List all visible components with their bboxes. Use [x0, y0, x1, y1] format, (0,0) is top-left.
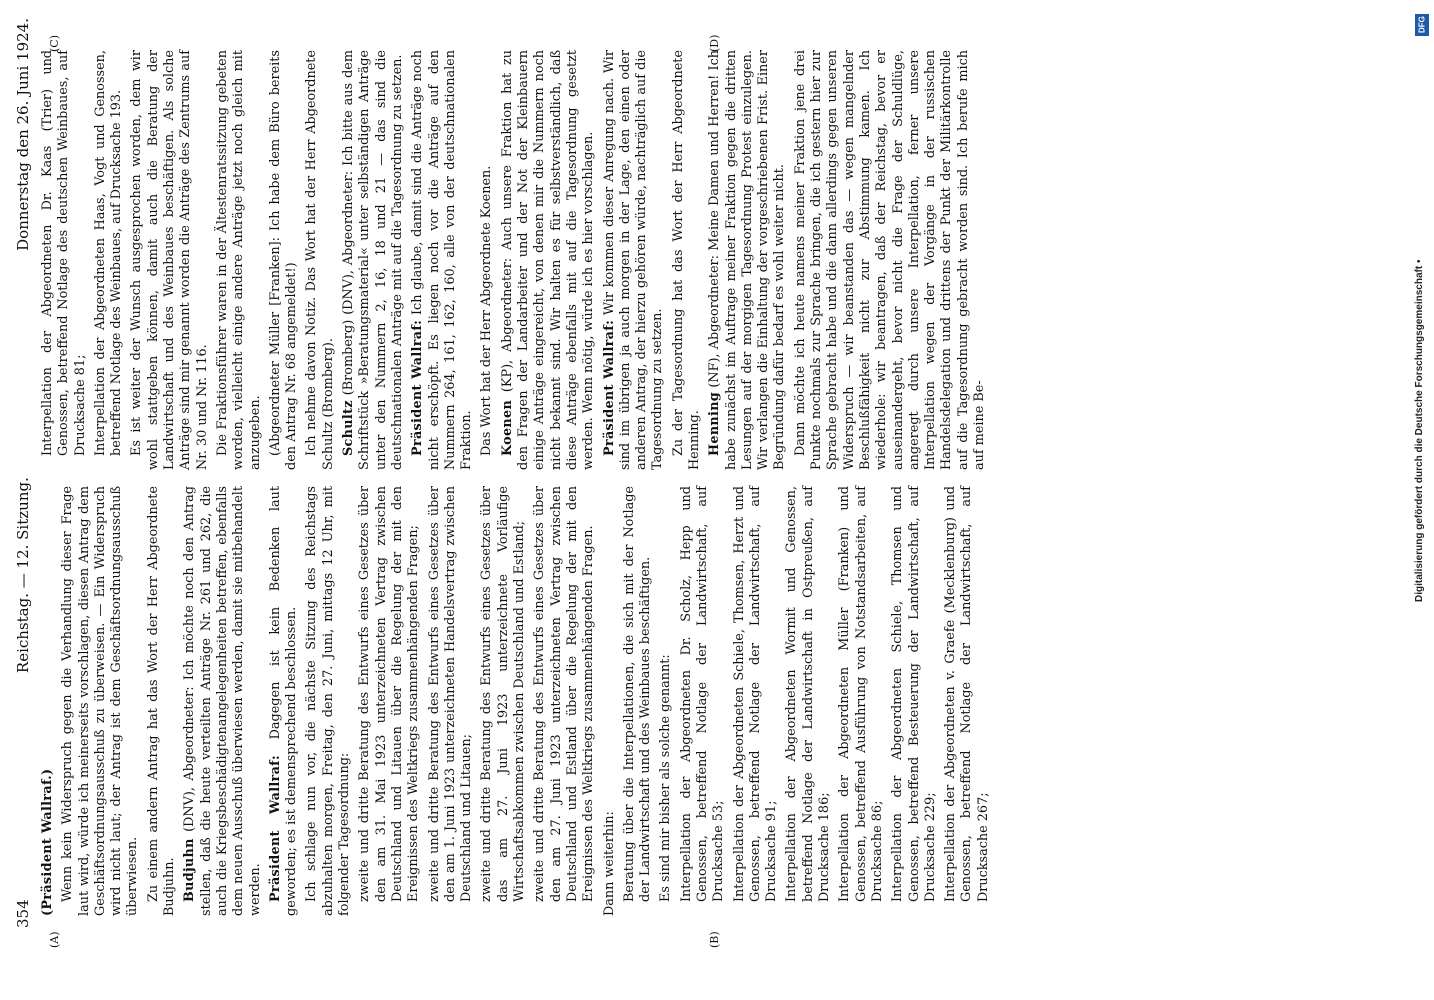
paragraph: Zu einem andern Antrag hat das Wort der Herr Abgeordnete Budjuhn. — [145, 486, 178, 916]
speaker-name: Budjuhn — [182, 838, 198, 902]
speech-text: (NF), Abgeordneter: Meine Damen und Herren! Ich habe zunächst im Auftrage meiner Fraktion gegen die dritten Lesungen auf der morgigen Tagesordnung Protest einzulegen. Wir verlangen die Einhaltung der vorgeschriebenen Frist. Einer Begründung dafür bedarf es wohl weiter nicht. — [707, 50, 788, 470]
margin-mark-a: (A) — [48, 931, 61, 948]
paragraph: Dann möchte ich heute namens meiner Fraktion jene drei Punkte nochmals zur Sprache bringen, die ich gestern hier zur Sprache gebracht habe und die dann allerdings gegen unseren Widerspruch — wir beanstanden das — wegen mangelnder Beschlußfähigkeit nicht zur Abstimmung kamen. Ich wiederhole: wir beantragen, daß der Reichstag, bevor er auseinandergeht, bevor nicht die Frage der Schuldlüge, angeregt durch unsere Interpellation, ferner unsere Interpellation wegen der Vorgänge in der russischen Handelsdelegation und drittens der Punkt der Militärkontrolle auf die Tagesordnung gebracht worden sind. Ich berufe mich auf meine Be- — [792, 50, 988, 470]
paragraph: Es sind mir bisher als solche genannt: — [658, 654, 674, 902]
speech-text: Ich glaube, damit sind die Anträge noch nicht erschöpft. Es liegen noch vor die Anträge auf den Nummern 264, 161, 162, 160, alle von der deutschnationalen Fraktion. — [410, 50, 475, 470]
dfg-funding-note: Digitalisierung gefördert durch die Deutsche Forschungsgemeinschaft • — [1414, 259, 1425, 602]
margin-mark-b: (B) — [708, 931, 721, 948]
dfg-logo: DFG — [1415, 14, 1429, 36]
paragraph: Wenn kein Widerspruch gegen die Verhandlung dieser Frage laut wird, würde ich meinerseits vorschlagen, diesen Antrag dem Geschäftsordnungsausschuß zu überweisen. — Ein Widerspruch wird nicht laut; der Antrag ist dem Geschäftsordnungsausschuß überwiesen. — [60, 486, 141, 916]
agenda-item: Interpellation der Abgeordneten Dr. Kaas (Trier) und Genossen, betreffend Notlage des deutschen Weinbaues, auf Drucksache 81; — [40, 50, 88, 456]
agenda-item: Interpellation der Abgeordneten Wormit und Genossen, betreffend Notlage der Landwirtschaft in Ostpreußen, auf Drucksache 186; — [784, 486, 833, 902]
agenda-item: zweite und dritte Beratung des Entwurfs eines Gesetzes über den am 1. Juni 1923 unterzeichneten Handelsvertrag zwischen Deutschland und Litauen; — [426, 486, 475, 902]
speech-text: Dagegen ist kein Bedenken laut geworden; es ist demensprechend beschlossen. — [267, 485, 300, 916]
paragraph: Das Wort hat der Herr Abgeordnete Koenen. — [479, 165, 495, 456]
speaker-name: Henning — [707, 391, 723, 456]
paragraph: Die Fraktionsführer waren in der Ältestenratssitzung gebeten worden, vielleicht einige andere Anträge jetzt noch gleich mit anzugeben. — [214, 50, 263, 470]
right-column — [40, 50, 992, 470]
speech-paragraph — [410, 50, 475, 470]
paragraph: Es ist weiter der Wunsch ausgesprochen worden, dem wir wohl stattgeben können, damit auch die Beratung der Landwirtschaft und des Weinbaues beschäftigen. Als solche Anträge sind mir genannt worden die Anträge des Zentrums auf Nr. 30 und Nr. 116. — [129, 50, 210, 470]
paragraph: Ich nehme davon Notiz. Das Wort hat der Herr Abgeordnete Schultz (Bromberg). — [304, 50, 336, 470]
speaker-name: Präsident Wallraf: — [601, 319, 617, 456]
margin-mark-c: (C) — [48, 35, 61, 52]
margin-mark-d: (D) — [708, 34, 721, 52]
speech-paragraph — [268, 486, 301, 916]
speech-text: (DNV), Abgeordneter: Ich möchte noch den Antrag stellen, daß die heute verteilten Anträge Nr. 261 und 262, die auch die Kriegsbeschädigtenangelegenheiten betreffen, ebenfalls dem neuen Ausschuß überwiesen werden, damit sie mitbehandelt werden. — [182, 486, 263, 916]
agenda-item: Interpellation der Abgeordneten Müller (Franken) und Genossen, betreffend Ausführung von Notstandsarbeiten, auf Drucksache 86; — [837, 486, 885, 902]
agenda-item: Interpellation der Abgeordneten v. Graefe (Mecklenburg) und Genossen, betreffend Notlage der Landwirtschaft, auf Drucksache 267; — [943, 486, 991, 902]
speech-text: (Bromberg) (DNV), Abgeordneter: Ich bitte aus dem Schriftstück »Beratungsmaterial« unter selbständigen Anträge unter den Nummern 2, 16, 18 und 21 — das sind die deutschnationalen Anträge mit auf die Tagesordnung zu setzen. — [341, 50, 405, 470]
agenda-item: Interpellation der Abgeordneten Dr. Scholz, Hepp und Genossen, betreffend Notlage der Landwirtschaft, auf Drucksache 53; — [678, 486, 727, 902]
session-date: Donnerstag den 26. Juni 1924. — [14, 18, 32, 251]
left-column — [40, 486, 996, 916]
agenda-item: Interpellation der Abgeordneten Schiele, Thomsen und Genossen, betreffend Besteuerung der Landwirtschaft, auf Drucksache 229; — [890, 486, 938, 902]
agenda-item: zweite und dritte Beratung des Entwurfs eines Gesetzes über den am 27. Juni 1923 unterzeichneten Vertrag zwischen Deutschland und Estland über die Regelung der mit den Ereignissen des Weltkriegs zusammenhängenden Fragen. — [532, 486, 597, 902]
speaker-name: Schultz — [341, 400, 357, 456]
paragraph: (Abgeordneter Müller [Franken]: Ich habe dem Büro bereits den Antrag Nr. 68 angemeldet!) — [267, 50, 300, 470]
paragraph: Ich schlage nun vor, die nächste Sitzung des Reichstags abzuhalten morgen, Freitag, den 27. Juni, mittags 12 Uhr, mit folgender Tagesordnung: — [304, 486, 353, 916]
agenda-item: Interpellation der Abgeordneten Haas, Vogt und Genossen, betreffend Notlage des Weinbaues, auf Drucksache 193. — [92, 50, 125, 456]
speaker-heading — [40, 486, 56, 916]
page-number: 354 — [14, 899, 32, 928]
paragraph: Dann weiterhin: — [601, 811, 617, 916]
dfg-sidebar — [1410, 6, 1432, 996]
page-header — [6, 18, 40, 928]
agenda-item: zweite und dritte Beratung des Entwurfs eines Gesetzes über den am 31. Mai 1923 unterzeichneten Vertrag zwischen Deutschland und Litauen über die Regelung der mit den Ereignissen des Weltkriegs zusammenhängenden Fragen; — [357, 486, 422, 902]
speech-paragraph — [341, 50, 406, 470]
speech-paragraph — [602, 50, 667, 470]
speaker-name: Koenen — [499, 399, 515, 456]
speech-paragraph — [500, 50, 598, 470]
agenda-item: Interpellation der Abgeordneten Schiele, Thomsen, Herzt und Genossen, betreffend Notlage der Landwirtschaft, auf Drucksache 91; — [731, 486, 780, 902]
speech-text: (KP), Abgeordneter: Auch unsere Fraktion hat zu den Fragen der Landarbeiter und der Not der Kleinbauern einige Anträge eingereicht, von denen mir die Nummern noch nicht bekannt sind. Wir halten es für selbstverständlich, daß diese Anträge ebenfalls mit auf die Tagesordnung gesetzt werden. Wenn nötig, würde ich es hier vorschlagen. — [499, 50, 597, 470]
speaker-name: Präsident Wallraf: — [410, 319, 426, 456]
speaker-name: (Präsident Wallraf.) — [40, 768, 55, 916]
speech-text: Wir kommen dieser Anregung nach. Wir sind im übrigen ja auch morgen in der Lage, den einen oder anderen Antrag, der hierzu gehören würde, nachträglich auf die Tagesordnung zu setzen. — [601, 50, 666, 470]
paragraph: Zu der Tagesordnung hat das Wort der Herr Abgeordnete Henning. — [670, 50, 702, 470]
session-title: Reichstag. — 12. Sitzung. — [14, 477, 32, 674]
speech-paragraph — [182, 486, 263, 916]
speaker-name: Präsident Wallraf: — [267, 755, 283, 902]
speech-paragraph — [707, 50, 788, 470]
agenda-item: zweite und dritte Beratung des Entwurfs eines Gesetzes über das am 27. Juni 1923 unterzeichnete Vorläufige Wirtschaftsabkommen zwischen Deutschland und Estland; — [479, 486, 528, 902]
agenda-item: Beratung über die Interpellationen, die sich mit der Notlage der Landwirtschaft und des Weinbaues beschäftigen. — [621, 486, 654, 902]
